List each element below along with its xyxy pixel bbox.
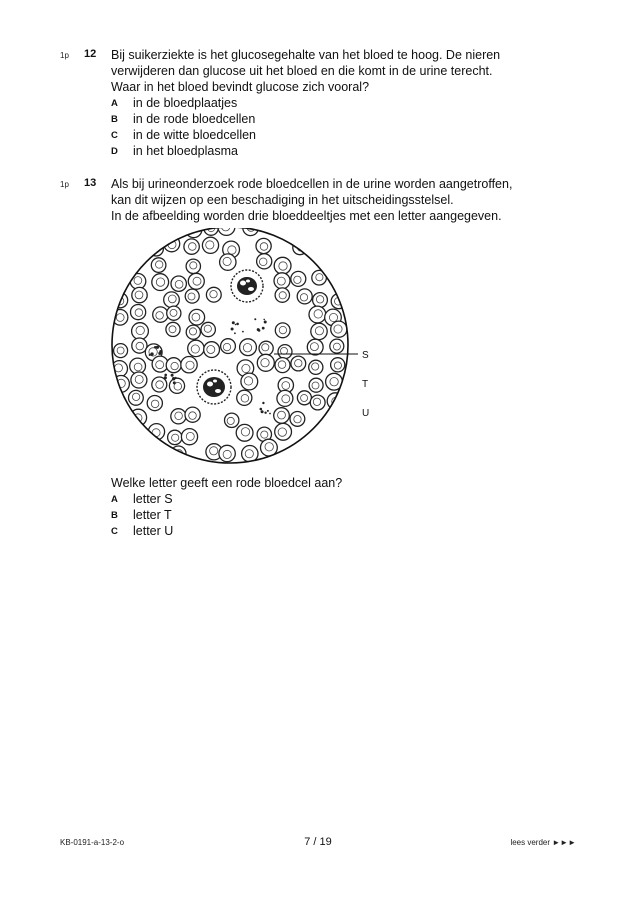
red-blood-cell (312, 270, 327, 285)
red-blood-cell (186, 325, 200, 339)
red-blood-cell (114, 344, 128, 358)
q13-number: 13 (84, 177, 97, 189)
red-blood-cell (219, 445, 235, 461)
platelet (173, 381, 176, 384)
red-blood-cell (274, 408, 290, 424)
platelet (261, 410, 264, 413)
red-blood-cell (184, 239, 199, 254)
footer-continue: lees verder ►►► (510, 838, 576, 847)
platelet (260, 408, 263, 411)
platelet (235, 324, 237, 326)
figure-label-s: S (362, 350, 369, 361)
q12-stem (111, 47, 581, 95)
red-blood-cell (309, 360, 323, 374)
footer-page-number: 7 / 19 (304, 836, 332, 848)
red-blood-cell (147, 396, 162, 411)
red-blood-cell (131, 305, 146, 320)
platelet (264, 321, 267, 324)
red-blood-cell (129, 390, 144, 405)
red-blood-cell (293, 241, 307, 255)
red-blood-cell (275, 358, 290, 373)
option-text: letter S (133, 492, 173, 506)
red-blood-cell (166, 358, 181, 373)
option-letter: C (111, 526, 118, 537)
red-blood-cell (309, 306, 326, 323)
red-blood-cell (275, 423, 292, 440)
platelet (150, 352, 153, 355)
red-blood-cell (274, 273, 290, 289)
red-blood-cell (188, 340, 204, 356)
red-blood-cell (132, 287, 147, 302)
red-blood-cell (241, 373, 258, 390)
red-blood-cell (225, 413, 239, 427)
platelet (234, 332, 236, 334)
white-blood-cell (197, 370, 231, 404)
platelet (149, 354, 151, 356)
red-blood-cell (171, 409, 186, 424)
red-blood-cell (237, 390, 252, 405)
red-blood-cell (204, 342, 220, 358)
red-blood-cell (131, 372, 147, 388)
option-text: letter U (133, 524, 174, 538)
red-blood-cell (132, 323, 149, 340)
q12-stem-line: verwijderen dan glucose uit het bloed en die komt in de urine terecht. (111, 64, 493, 78)
platelet (263, 319, 265, 321)
q13-stem (111, 176, 581, 224)
red-blood-cell (309, 378, 323, 392)
option-letter: A (111, 98, 118, 109)
option-text: in de witte bloedcellen (133, 128, 256, 142)
red-blood-cell (277, 390, 293, 406)
red-blood-cell (206, 287, 221, 302)
red-blood-cell (167, 306, 181, 320)
red-blood-cell (168, 430, 182, 444)
red-blood-cell (220, 254, 236, 270)
q12-points: 1p (60, 51, 69, 60)
option-text: in het bloedplasma (133, 144, 238, 158)
red-blood-cell (185, 407, 200, 422)
q13-stem-line: kan dit wijzen op een beschadiging in het uitscheidingsstelsel. (111, 193, 454, 207)
q13-points: 1p (60, 180, 69, 189)
red-blood-cell (274, 257, 291, 274)
red-blood-cell (152, 377, 167, 392)
option-letter: D (111, 146, 118, 157)
red-blood-cell (240, 339, 257, 356)
red-blood-cell (166, 322, 180, 336)
red-blood-cell (290, 412, 305, 427)
red-blood-cell (171, 276, 186, 291)
option-letter: B (111, 114, 118, 125)
platelet (156, 346, 159, 349)
option-text: in de rode bloedcellen (133, 112, 256, 126)
red-blood-cell (259, 341, 273, 355)
white-blood-cell (231, 270, 263, 302)
platelet (158, 352, 161, 355)
red-blood-cell (257, 354, 274, 371)
red-blood-cell (202, 237, 218, 253)
platelet (232, 321, 235, 324)
red-blood-cell (291, 356, 306, 371)
red-blood-cell (331, 321, 347, 337)
option-letter: B (111, 510, 118, 521)
platelet (236, 323, 239, 326)
platelet (262, 402, 264, 404)
platelet (164, 374, 167, 377)
figure-label-u: U (362, 408, 370, 419)
platelet (171, 374, 174, 377)
platelet (267, 410, 269, 412)
red-blood-cell (130, 274, 146, 290)
red-blood-cell (153, 307, 168, 322)
red-blood-cell (185, 289, 199, 303)
red-blood-cell (186, 259, 200, 273)
red-blood-cell (218, 228, 235, 235)
red-blood-cell (256, 238, 271, 253)
red-blood-cell (278, 345, 292, 359)
platelet (254, 318, 256, 320)
red-blood-cell (151, 258, 166, 273)
red-blood-cell (201, 322, 215, 336)
platelet (262, 327, 265, 330)
q13-stem-line: Als bij urineonderzoek rode bloedcellen in de urine worden aangetroffen, (111, 177, 513, 191)
platelet (175, 377, 177, 379)
platelet (269, 413, 271, 415)
q12-number: 12 (84, 48, 97, 60)
red-blood-cell (164, 292, 180, 308)
red-blood-cell (221, 339, 236, 354)
red-blood-cell (310, 395, 325, 410)
red-blood-cell (188, 273, 204, 289)
red-blood-cells (111, 228, 347, 462)
red-blood-cell (297, 289, 312, 304)
red-blood-cell (311, 323, 327, 339)
red-blood-cell (313, 293, 328, 308)
platelet (172, 377, 175, 380)
red-blood-cell (331, 294, 346, 309)
red-blood-cell (331, 358, 345, 372)
red-blood-cell (297, 391, 311, 405)
red-blood-cell (236, 424, 253, 441)
platelet (164, 376, 167, 379)
red-blood-cell (275, 288, 289, 302)
red-blood-cell (330, 339, 344, 353)
red-blood-cell (181, 429, 197, 445)
red-blood-cell (132, 338, 147, 353)
red-blood-cell (257, 254, 272, 269)
q13-question (111, 475, 581, 491)
red-blood-cell (307, 339, 323, 355)
red-blood-cell (189, 309, 205, 325)
option-text: in de bloedplaatjes (133, 96, 238, 110)
q12-stem-line: Bij suikerziekte is het glucosegehalte van het bloed te hoog. De nieren (111, 48, 501, 62)
q12-stem-line: Waar in het bloed bevindt glucose zich vooral? (111, 80, 370, 94)
q13-stem-line: In de afbeelding worden drie bloeddeeltjes met een letter aangegeven. (111, 209, 502, 223)
platelet (257, 328, 260, 331)
blood-cells-microscope-figure (110, 228, 380, 468)
red-blood-cell (152, 274, 169, 291)
red-blood-cell (169, 378, 184, 393)
option-letter: A (111, 494, 118, 505)
red-blood-cell (181, 357, 197, 373)
red-blood-cell (275, 323, 290, 338)
figure-label-t: T (362, 379, 369, 390)
platelet (264, 412, 266, 414)
platelet (231, 328, 234, 331)
platelet (242, 331, 244, 333)
q13-question-text: Welke letter geeft een rode bloedcel aan? (111, 476, 343, 490)
option-letter: C (111, 130, 118, 141)
red-blood-cell (164, 236, 180, 252)
footer-exam-code: KB-0191-a-13-2-o (60, 838, 125, 847)
option-text: letter T (133, 508, 172, 522)
red-blood-cell (291, 271, 306, 286)
